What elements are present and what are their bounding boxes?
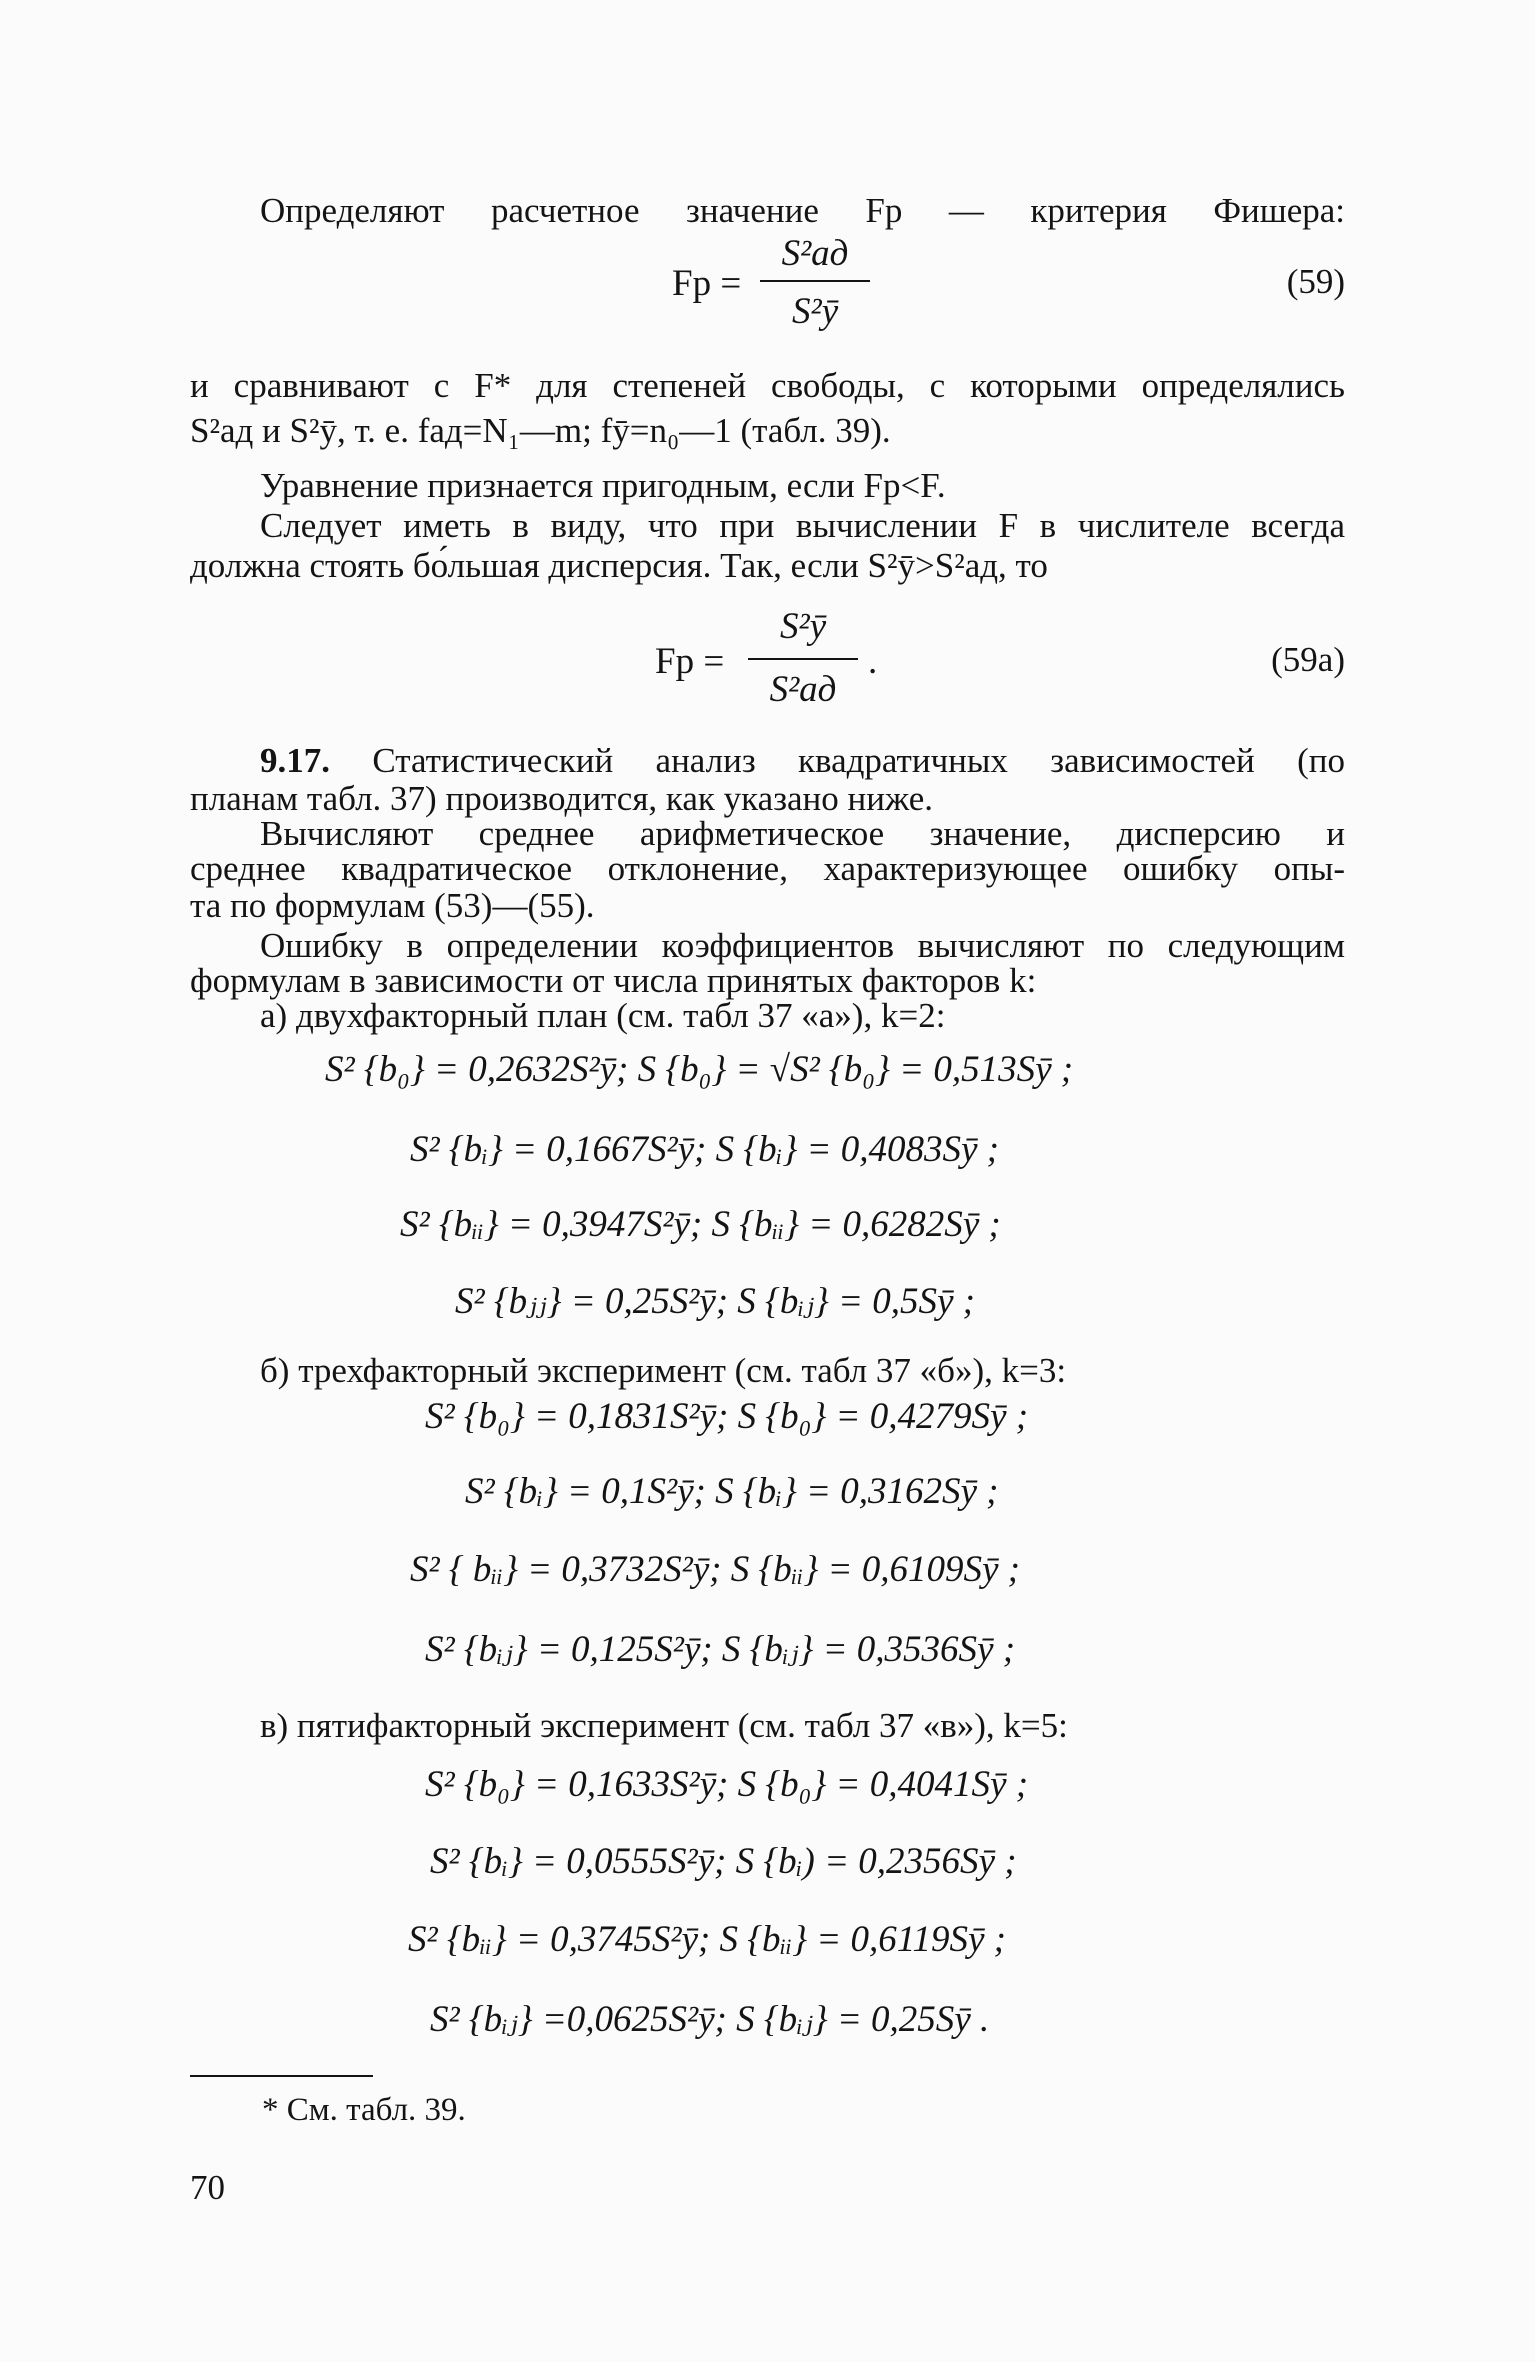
formula-a3: S² {bᵢᵢ} = 0,3947S²ȳ; S {bᵢᵢ} = 0,6282Sȳ ; [400,1204,1001,1245]
footnote-rule [190,2075,373,2077]
formula-c2: S² {bᵢ} = 0,0555S²ȳ; S {bᵢ) = 0,2356Sȳ ; [430,1841,1017,1882]
paragraph-line: среднее квадратическое отклонение, характеризующее ошибку опы- [190,849,1345,888]
section-heading-text: Статистический анализ квадратичных зависимостей (по [372,741,1346,780]
fraction-denominator: S²ад [769,669,837,710]
paragraph-line: Ошибку в определении коэффициентов вычисляют по следующим [260,926,1345,965]
formula-a4: S² {bⱼⱼ} = 0,25S²ȳ; S {bᵢⱼ} = 0,5Sȳ ; [455,1281,975,1322]
paragraph-line: планам табл. 37) производится, как указано ниже. [190,779,933,818]
paragraph-line: формулам в зависимости от числа принятых факторов k: [190,961,1037,1000]
formula-b4: S² {bᵢⱼ} = 0,125S²ȳ; S {bᵢⱼ} = 0,3536Sȳ ; [425,1629,1016,1670]
list-item-c: в) пятифакторный эксперимент (см. табл 37 «в»), k=5: [260,1706,1068,1745]
formula-c3: S² {bᵢᵢ} = 0,3745S²ȳ; S {bᵢᵢ} = 0,6119Sȳ ; [408,1919,1006,1960]
paragraph-line: Определяют расчетное значение Fр — критерия Фишера: [260,191,1345,230]
paragraph-line: S²ад и S²ȳ, т. е. fад=N₁—m; fȳ=n₀—1 (табл. 39). [190,411,891,450]
formula-c1: S² {b₀} = 0,1633S²ȳ; S {b₀} = 0,4041Sȳ ; [425,1764,1029,1805]
list-item-a: а) двухфакторный план (см. табл 37 «а»), k=2: [260,996,946,1035]
fraction-bar [748,658,858,660]
formula-a1: S² {b₀} = 0,2632S²ȳ; S {b₀} = √S² {b₀} = 0,513Sȳ ; [325,1049,1074,1090]
page-number: 70 [190,2168,225,2207]
equation-lhs: Fр = [655,641,725,682]
formula-b2: S² {bᵢ} = 0,1S²ȳ; S {bᵢ} = 0,3162Sȳ ; [465,1471,999,1512]
formula-b1: S² {b₀} = 0,1831S²ȳ; S {b₀} = 0,4279Sȳ ; [425,1396,1029,1437]
paragraph-line [260,740,1345,782]
formula-b3: S² { bᵢᵢ} = 0,3732S²ȳ; S {bᵢᵢ} = 0,6109Sȳ ; [410,1549,1020,1590]
paragraph-line: и сравнивают с F* для степеней свободы, с которыми определялись [190,366,1345,405]
equation-number: (59) [1286,262,1345,301]
fraction-bar [760,280,870,282]
paragraph-line: Уравнение признается пригодным, если Fр<F. [260,466,946,505]
fraction-numerator: S²ад [781,233,849,274]
footnote: * См. табл. 39. [262,2092,466,2128]
fraction-numerator: S²ȳ [779,606,826,647]
equation-lhs: Fр = [672,263,742,304]
paragraph-line: Следует иметь в виду, что при вычислении F в числителе всегда [260,506,1345,545]
paragraph-line: должна стоять бо́льшая дисперсия. Так, если S²ȳ>S²ад, то [190,546,1048,585]
fraction-denominator: S²ȳ [791,291,838,332]
formula-a2: S² {bᵢ} = 0,1667S²ȳ; S {bᵢ} = 0,4083Sȳ ; [410,1129,1000,1170]
paragraph-line: Вычисляют среднее арифметическое значение, дисперсию и [260,814,1345,853]
list-item-b: б) трехфакторный эксперимент (см. табл 37 «б»), k=3: [260,1351,1067,1390]
formula-c4: S² {bᵢⱼ} =0,0625S²ȳ; S {bᵢⱼ} = 0,25Sȳ . [430,1999,990,2040]
section-number: 9.17. [260,741,330,780]
equation-number: (59a) [1271,640,1345,679]
paragraph-line: та по формулам (53)—(55). [190,886,595,925]
equation-period: . [868,641,878,682]
